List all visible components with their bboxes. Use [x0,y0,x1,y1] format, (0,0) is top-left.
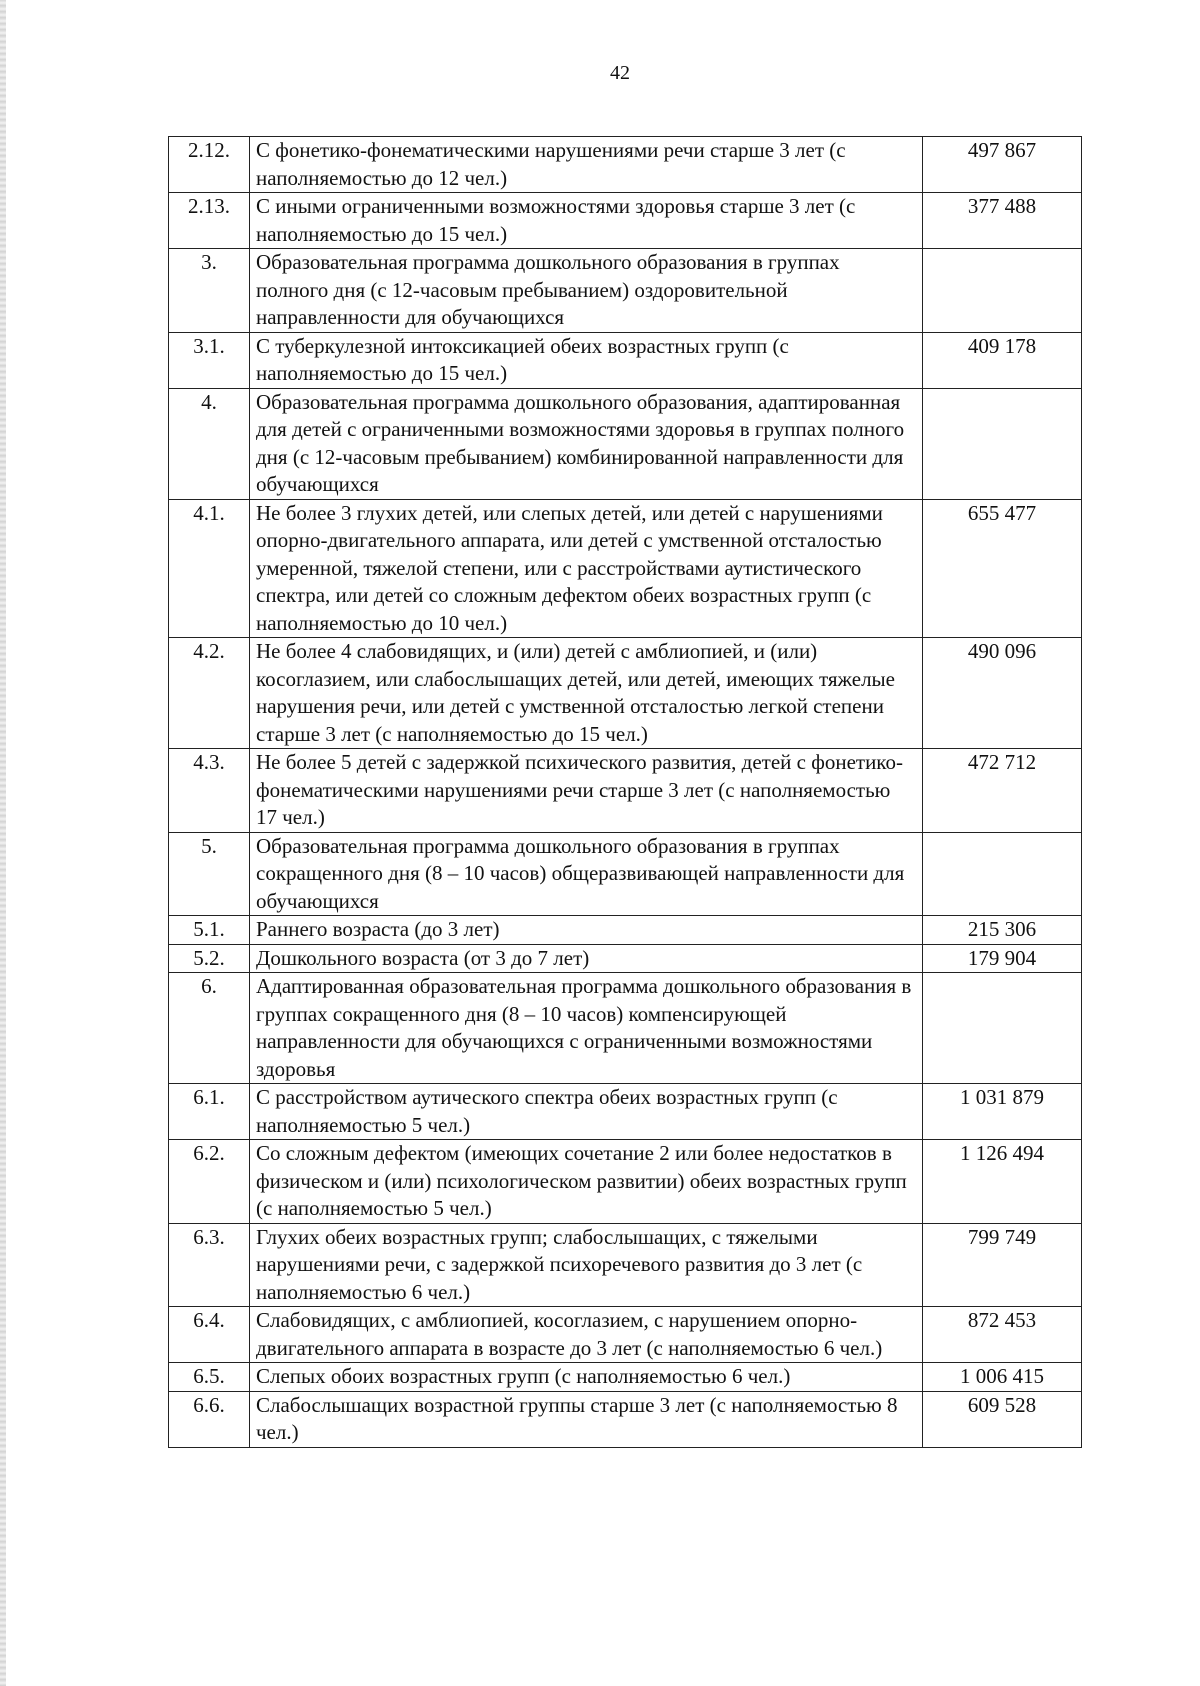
row-description: Дошкольного возраста (от 3 до 7 лет) [250,944,923,973]
table-row [169,1140,1082,1224]
row-description: С расстройством аутического спектра обеих возрастных групп (с наполняемостью 5 чел.) [250,1084,923,1140]
row-value: 215 306 [923,916,1082,945]
table-row [169,832,1082,916]
row-value: 1 031 879 [923,1084,1082,1140]
row-description: Образовательная программа дошкольного образования в группах полного дня (с 12-часовым пребыванием) оздоровительной направленности для обучающихся [250,249,923,333]
row-value [923,973,1082,1084]
row-description: С туберкулезной интоксикацией обеих возрастных групп (с наполняемостью до 15 чел.) [250,332,923,388]
table-row [169,749,1082,833]
row-number: 6.5. [169,1363,250,1392]
row-description: Не более 3 глухих детей, или слепых детей, или детей с нарушениями опорно-двигательного аппарата, или детей с умственной отсталостью умеренной, тяжелой степени, или с расстройствами аутистического спектра, или детей со сложным дефектом обеих возрастных групп (с наполняемостью до 10 чел.) [250,499,923,638]
table-row [169,332,1082,388]
row-description: Образовательная программа дошкольного образования, адаптированная для детей с ограниченными возможностями здоровья в группах полного дня (с 12-часовым пребыванием) комбинированной направленности для обучающихся [250,388,923,499]
row-number: 6.3. [169,1223,250,1307]
row-value: 497 867 [923,137,1082,193]
table-row [169,137,1082,193]
row-number: 2.13. [169,193,250,249]
row-number: 6.4. [169,1307,250,1363]
row-number: 2.12. [169,137,250,193]
row-value: 409 178 [923,332,1082,388]
row-value: 872 453 [923,1307,1082,1363]
row-value [923,388,1082,499]
row-value: 377 488 [923,193,1082,249]
table-row [169,1084,1082,1140]
table-row [169,388,1082,499]
row-number: 6.6. [169,1391,250,1447]
row-description: Адаптированная образовательная программа дошкольного образования в группах сокращенного дня (8 – 10 часов) компенсирующей направленности для обучающихся с ограниченными возможностями здоровья [250,973,923,1084]
row-description: Слепых обоих возрастных групп (с наполняемостью 6 чел.) [250,1363,923,1392]
table-row [169,638,1082,749]
row-number: 3. [169,249,250,333]
row-value: 179 904 [923,944,1082,973]
row-description: С иными ограниченными возможностями здоровья старше 3 лет (с наполняемостью до 15 чел.) [250,193,923,249]
row-number: 6. [169,973,250,1084]
row-number: 6.2. [169,1140,250,1224]
row-description: Глухих обеих возрастных групп; слабослышащих, с тяжелыми нарушениями речи, с задержкой психоречевого развития до 3 лет (с наполняемостью 6 чел.) [250,1223,923,1307]
row-value: 1 126 494 [923,1140,1082,1224]
row-value: 472 712 [923,749,1082,833]
table-row [169,944,1082,973]
row-number: 4.1. [169,499,250,638]
row-description: Не более 4 слабовидящих, и (или) детей с амблиопией, и (или) косоглазием, или слабослышащих детей, или детей, имеющих тяжелые нарушения речи, или детей с умственной отсталостью легкой степени старше 3 лет (с наполняемостью до 15 чел.) [250,638,923,749]
table-row [169,193,1082,249]
row-value: 1 006 415 [923,1363,1082,1392]
table-row [169,1223,1082,1307]
table-row [169,249,1082,333]
table-row [169,1307,1082,1363]
row-number: 5. [169,832,250,916]
row-value [923,832,1082,916]
row-number: 4. [169,388,250,499]
row-number: 3.1. [169,332,250,388]
table-row [169,499,1082,638]
table-body [169,137,1082,1448]
row-description: Слабослышащих возрастной группы старше 3 лет (с наполняемостью 8 чел.) [250,1391,923,1447]
row-value: 655 477 [923,499,1082,638]
row-description: Раннего возраста (до 3 лет) [250,916,923,945]
row-description: Образовательная программа дошкольного образования в группах сокращенного дня (8 – 10 часов) общеразвивающей направленности для обучающихся [250,832,923,916]
row-value [923,249,1082,333]
row-number: 4.3. [169,749,250,833]
table-row [169,1391,1082,1447]
row-value: 490 096 [923,638,1082,749]
table-row [169,1363,1082,1392]
row-value: 609 528 [923,1391,1082,1447]
row-description: Слабовидящих, с амблиопией, косоглазием, с нарушением опорно-двигательного аппарата в возрасте до 3 лет (с наполняемостью 6 чел.) [250,1307,923,1363]
row-number: 5.2. [169,944,250,973]
row-description: Со сложным дефектом (имеющих сочетание 2 или более недостатков в физическом и (или) психологическом развитии) обеих возрастных групп (с наполняемостью 5 чел.) [250,1140,923,1224]
rates-table [168,136,1082,1448]
row-description: С фонетико-фонематическими нарушениями речи старше 3 лет (с наполняемостью до 12 чел.) [250,137,923,193]
table-row [169,973,1082,1084]
row-value: 799 749 [923,1223,1082,1307]
table-row [169,916,1082,945]
page-number: 42 [610,62,630,84]
row-number: 6.1. [169,1084,250,1140]
scan-edge [0,0,6,1686]
row-number: 4.2. [169,638,250,749]
row-description: Не более 5 детей с задержкой психического развития, детей с фонетико-фонематическими нарушениями речи старше 3 лет (с наполняемостью 17 чел.) [250,749,923,833]
row-number: 5.1. [169,916,250,945]
